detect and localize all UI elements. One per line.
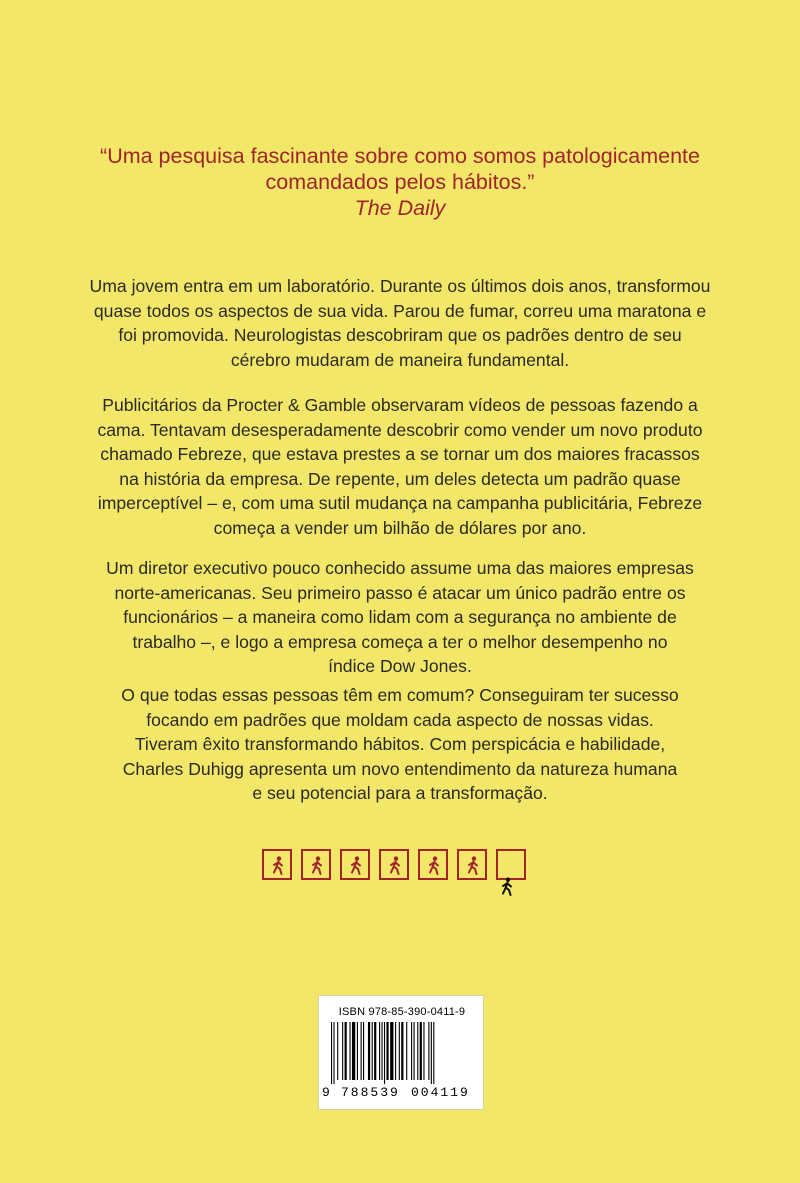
- paragraph-line: chamado Febreze, que estava prestes a se tornar um dos maiores fracassos: [100, 444, 700, 464]
- barcode-digit-first: 9: [322, 1085, 330, 1100]
- walking-person-outside-icon: [498, 877, 516, 902]
- barcode-panel: [318, 995, 484, 1110]
- paragraph-line: funcionários – a maneira como lidam com a segurança no ambiente de: [123, 607, 677, 627]
- quote-source: The Daily: [354, 196, 446, 220]
- paragraph-line: Um diretor executivo pouco conhecido assume uma das maiores empresas: [106, 558, 694, 578]
- walker-frame: [340, 849, 370, 880]
- paragraph-line: na história da empresa. De repente, um deles detecta um padrão quase: [119, 468, 681, 489]
- walker-frame: [262, 849, 292, 880]
- paragraph-line: e seu potencial para a transformação.: [252, 783, 548, 803]
- barcode-digits-right: 004119: [411, 1085, 470, 1100]
- walking-person-icon: [386, 856, 404, 876]
- paragraph-line: trabalho –, e logo a empresa começa a ter o melhor desempenho no: [132, 631, 668, 652]
- paragraph-line: Uma jovem entra em um laboratório. Durante os últimos dois anos, transformou: [89, 276, 711, 296]
- barcode-icon: [331, 1022, 473, 1084]
- paragraph-line: cama. Tentavam desesperadamente descobrir como vender um novo produto: [97, 419, 703, 440]
- paragraph-line: índice Dow Jones.: [328, 656, 472, 676]
- paragraph-3: [0, 556, 800, 679]
- walker-frame: [418, 849, 448, 880]
- habit-emblem: [262, 849, 552, 909]
- walking-person-icon: [464, 856, 482, 876]
- paragraph-line: Tiveram êxito transformando hábitos. Com perspicácia e habilidade,: [134, 734, 666, 754]
- walking-person-icon: [269, 856, 287, 876]
- walking-person-icon: [425, 856, 443, 876]
- paragraph-line: cérebro mudaram de maneira fundamental.: [230, 349, 570, 370]
- review-quote: [0, 143, 800, 221]
- barcode-digits: [319, 1085, 485, 1101]
- barcode-digits-left: 788539: [341, 1085, 400, 1100]
- walker-frame: [457, 849, 487, 880]
- walker-frame: [379, 849, 409, 880]
- paragraph-line: Publicitários da Procter & Gamble observaram vídeos de pessoas fazendo a: [102, 395, 698, 415]
- paragraph-4: [0, 683, 800, 806]
- paragraph-line: foi promovida. Neurologistas descobriram que os padrões dentro de seu: [118, 325, 682, 345]
- paragraph-line: Charles Duhigg apresenta um novo entendimento da natureza humana: [122, 758, 678, 779]
- paragraph-line: quase todos os aspectos de sua vida. Parou de fumar, correu uma maratona e: [93, 300, 707, 321]
- quote-line-1: “Uma pesquisa fascinante sobre como somos patologicamente: [100, 144, 700, 168]
- paragraph-1: [0, 274, 800, 372]
- paragraph-line: imperceptível – e, com uma sutil mudança na campanha publicitária, Febreze: [97, 493, 703, 513]
- walking-person-icon: [347, 856, 365, 876]
- empty-frame: [496, 849, 526, 880]
- paragraph-line: focando em padrões que moldam cada aspecto de nossas vidas.: [146, 709, 654, 730]
- walking-person-icon: [308, 856, 326, 876]
- isbn-label: ISBN 978-85-390-0411-9: [338, 1006, 466, 1018]
- paragraph-line: norte-americanas. Seu primeiro passo é atacar um único padrão entre os: [114, 582, 686, 603]
- quote-line-2: comandados pelos hábitos.”: [265, 170, 535, 194]
- paragraph-2: [0, 393, 800, 540]
- walker-frame: [301, 849, 331, 880]
- paragraph-line: O que todas essas pessoas têm em comum? Conseguiram ter sucesso: [121, 685, 679, 705]
- paragraph-line: começa a vender um bilhão de dólares por ano.: [213, 517, 587, 538]
